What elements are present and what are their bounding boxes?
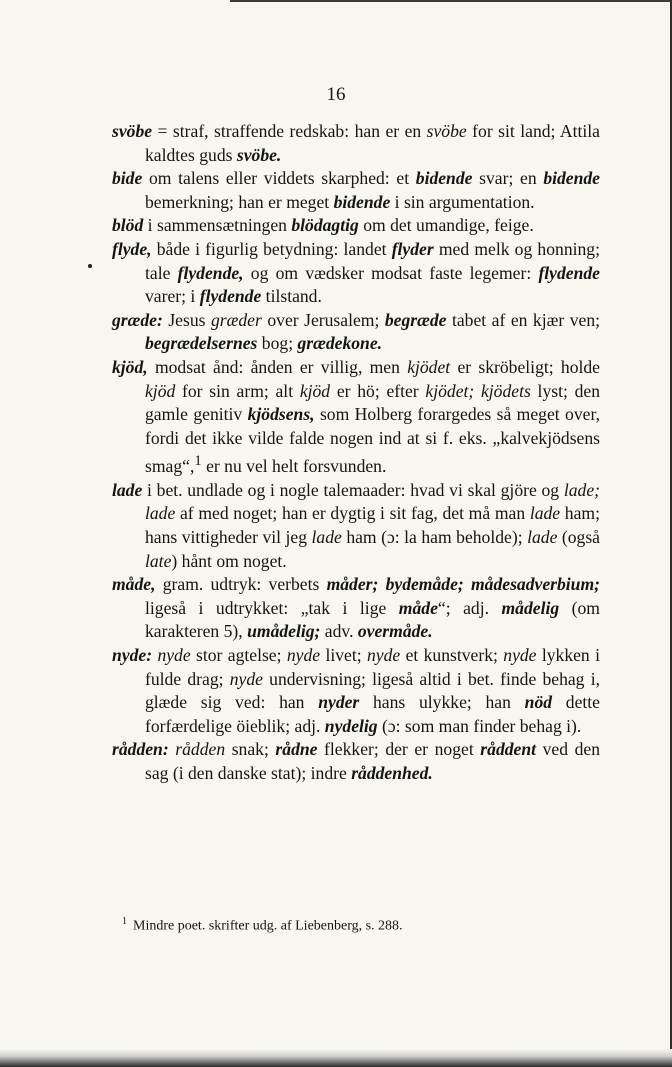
page-number: 16 bbox=[326, 84, 346, 105]
entry-graede: græde: Jesus græder over Jerusalem; begræde tabet af en kjær ven; begrædelsernes bog; grædekone. bbox=[112, 309, 601, 354]
entry-blod: blöd i sammensætningen blödagtig om det umandige, feige. bbox=[112, 215, 534, 236]
entry-kjod: kjöd, modsat ånd: ånden er villig, men kjödet er skröbeligt; holde kjöd for sin arm; alt kjöd er hö; efter kjödet; kjödets lyst; den gamle genitiv kjödsens, som Holberg forargedes så meget over, fordi det ikke vilde falde nogen ind at si f. eks. „kalvekjödsens smag“,$^1$ er nu vel helt forsvunden. bbox=[112, 356, 601, 477]
entry-lade: lade i bet. undlade og i nogle talemaader: hvad vi skal gjöre og lade; lade af med noget; han er dygtig i sit fag, det må man lade ham; hans vittigheder vil jeg lade ham (ɔ: la ham beholde); lade (også late) hånt om noget. bbox=[112, 479, 600, 571]
dictionary-entries bbox=[112, 120, 600, 785]
entry-maade: måde, gram. udtryk: verbets måder; bydemåde; mådesadverbium; ligeså i udtrykket: „tak i lige måde“; adj. mådelig (om karakteren 5), umådelig; adv. overmåde. bbox=[112, 574, 600, 642]
footnote-mark: 1 bbox=[122, 916, 127, 927]
entry-radden: rådden: rådden snak; rådne flekker; der er noget råddent ved den sag (i den danske stat); indre råddenhed. bbox=[112, 739, 600, 783]
print-speck bbox=[88, 264, 92, 268]
entry-flyde: flyde, både i figurlig betydning: landet flyder med melk og honning; tale flydende, og om vædsker modsat faste legemer: flydende varer; i flydende tilstand. bbox=[112, 238, 600, 307]
footnote bbox=[122, 916, 403, 935]
page-top-edge bbox=[230, 0, 672, 2]
entry-nyde: nyde: nyde stor agtelse; nyde livet; nyde et kunstverk; nyde lykken i fulde drag; nyde undervisning; ligeså altid i bet. finde behag i, glæde sig ved: han nyder hans ulykke; han nöd dette forfærdelige öieblik; adj. nydelig (ɔ: som man finder behag i). bbox=[112, 644, 600, 736]
page-bottom-edge bbox=[0, 1049, 672, 1067]
footnote-text: Mindre poet. skrifter udg. af Liebenberg, s. 288. bbox=[133, 918, 403, 934]
footnote-ref: 1 bbox=[194, 453, 202, 470]
entry-bide: bide om talens eller viddets skarphed: et bidende svar; en bidende bemerkning; han er meget bidende i sin argumentation. bbox=[112, 168, 600, 212]
entry-svobe: svöbe = straf, straffende redskab: han er en svöbe for sit land; Attila kaldtes guds svöbe. bbox=[112, 121, 600, 165]
